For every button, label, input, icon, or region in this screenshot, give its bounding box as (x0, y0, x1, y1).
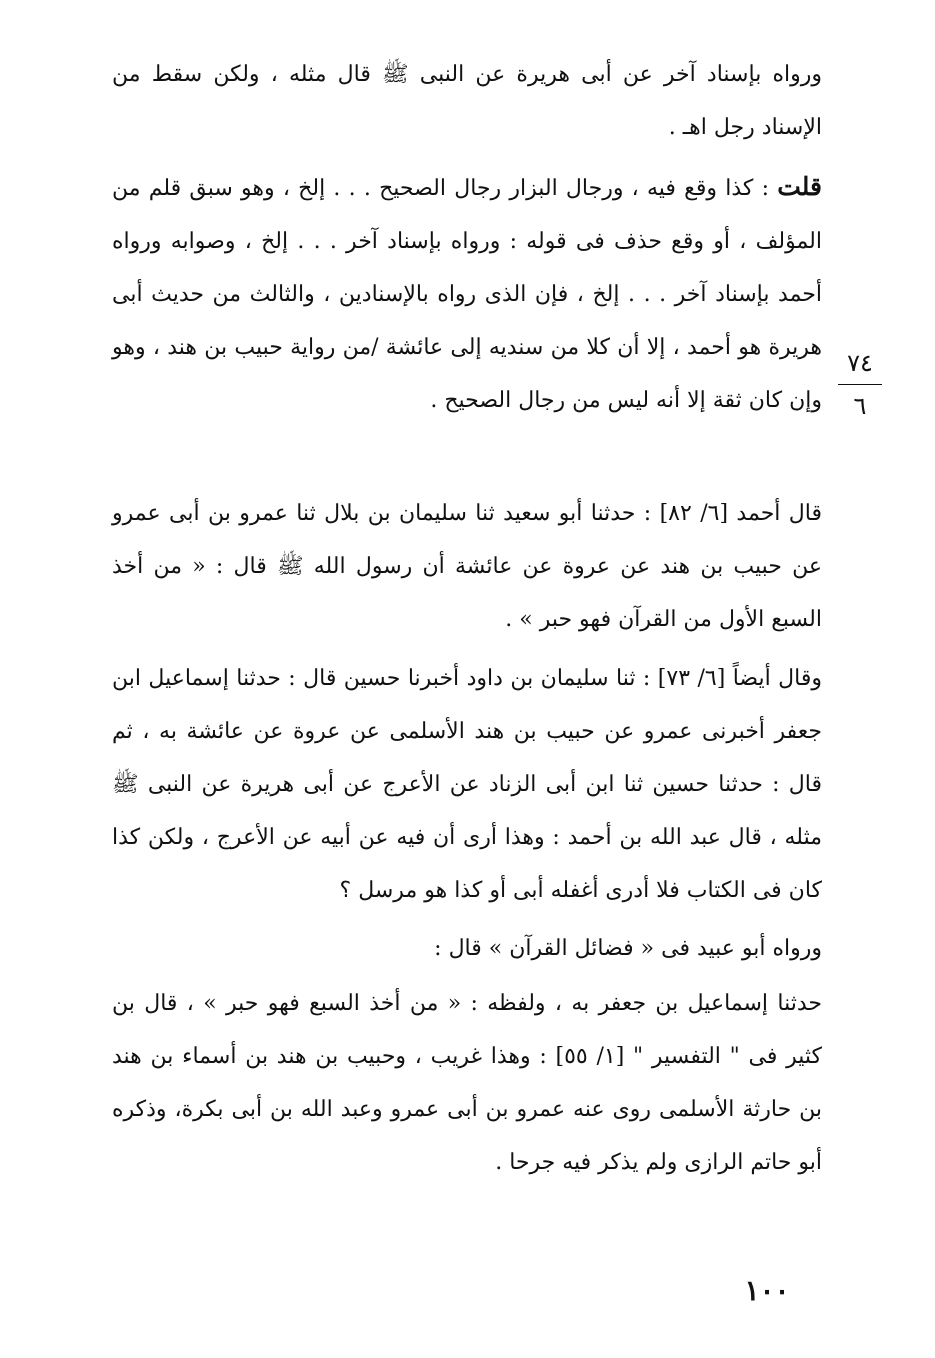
paragraph-4-text: وقال أيضاً [٦/ ٧٣] : ثنا سليمان بن داود أخبرنا حسين قال : حدثنا إسماعيل ابن جعفر أخبرنى عمرو عن حبيب بن هند الأسلمى عن عروة عن عائشة به ، ثم قال : حدثنا حسين ثنا ابن أبى الزناد عن الأعرج عن أبى هريرة عن النبى ﷺ مثله ، قال عبد الله بن أحمد : وهذا أرى أن فيه عن أبيه عن الأعرج ، ولكن كذا كان فى الكتاب فلا أدرى أغفله أبى أو كذا هو مرسل ؟ (112, 666, 823, 903)
margin-folio-note (836, 348, 884, 421)
paragraph-5 (112, 922, 822, 975)
margin-note-rule (838, 384, 882, 385)
paragraph-5-text: ورواه أبو عبيد فى « فضائل القرآن » قال : (434, 936, 822, 961)
paragraph-6 (112, 977, 822, 1189)
paragraph-3-text: قال أحمد [٦/ ٨٢] : حدثنا أبو سعيد ثنا سليمان بن بلال ثنا عمرو بن أبى عمرو عن حبيب بن هند عن عروة عن عائشة أن رسول الله ﷺ قال : « من أخذ السبع الأول من القرآن فهو حبر » . (112, 501, 823, 632)
paragraph-2-text: : كذا وقع فيه ، ورجال البزار رجال الصحيح . . . إلخ ، وهو سبق قلم من المؤلف ، أو وقع حذف فى قوله : ورواه بإسناد آخر . . . إلخ ، وصوابه ورواه أحمد بإسناد آخر . . . إلخ ، فإن الذى رواه بالإسنادين ، والثالث من حديث أبى هريرة هو أحمد ، إلا أن كلا من سنديه إلى عائشة /من رواية حبيب بن هند ، وهو وإن كان ثقة إلا أنه ليس من رجال الصحيح . (112, 176, 822, 413)
paragraph-3 (112, 487, 822, 646)
margin-note-top: ٧٤ (847, 349, 873, 377)
page-number: ١٠٠ (744, 1274, 790, 1307)
paragraph-6-text: حدثنا إسماعيل بن جعفر به ، ولفظه : « من أخذ السبع فهو حبر » ، قال بن كثير فى " التفسير " [١/ ٥٥] : وهذا غريب ، وحبيب بن هند بن أسماء بن هند بن حارثة الأسلمى روى عنه عمرو بن أبى عمرو وعبد الله بن أبى بكرة، وذكره أبو حاتم الرازى ولم يذكر فيه جرحا . (112, 991, 823, 1175)
paragraph-1-text: ورواه بإسناد آخر عن أبى هريرة عن النبى ﷺ قال مثله ، ولكن سقط من الإسناد رجل اهـ . (112, 62, 822, 140)
paragraph-2-lead: قلت (777, 172, 822, 201)
paragraph-1 (112, 48, 822, 154)
paragraph-2 (112, 160, 822, 427)
paragraph-4 (112, 652, 822, 917)
margin-note-bottom: ٦ (853, 392, 867, 420)
